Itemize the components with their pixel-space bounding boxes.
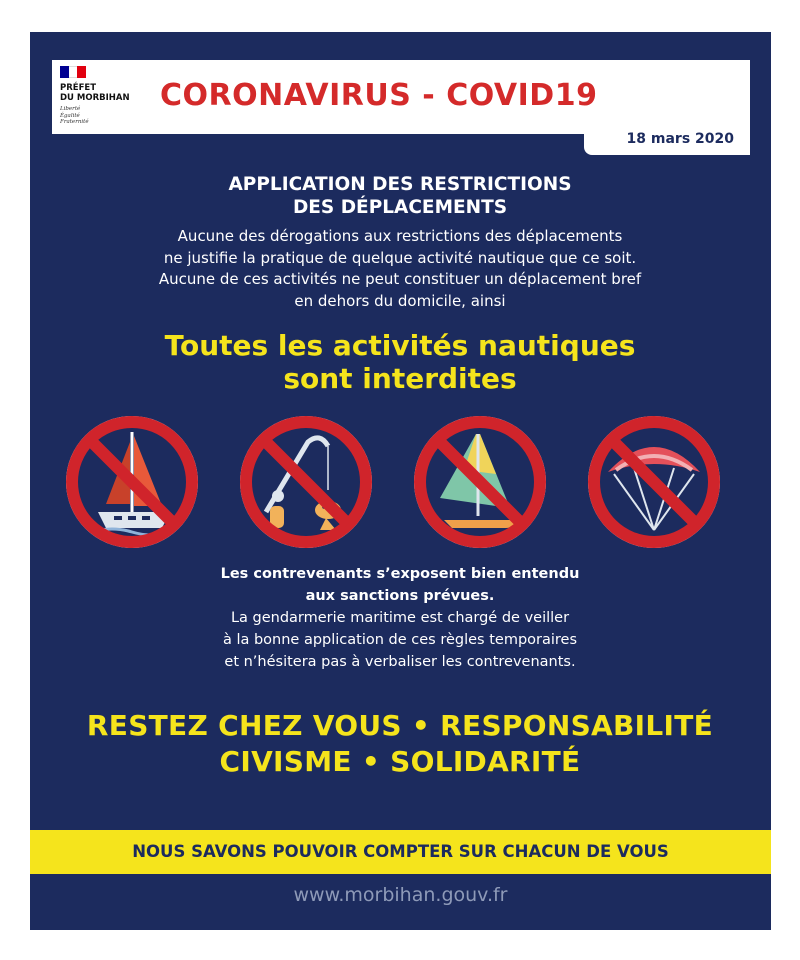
- intro-paragraph: Aucune des dérogations aux restrictions des déplacements ne justifie la pratique de quelque activité nautique que ce soit. Aucune de ces activités ne peut constituer un déplacement bref en dehors du domicile, ainsi: [158, 227, 642, 310]
- slogan: RESTEZ CHEZ VOUS • RESPONSABILITÉ CIVISME • SOLIDARITÉ: [86, 709, 714, 778]
- prefet-label: PRÉFET DU MORBIHAN: [60, 83, 130, 103]
- activity-icons: [62, 412, 728, 552]
- footer-bar-text: NOUS SAVONS POUVOIR COMPTER SUR CHACUN DE VOUS: [132, 842, 669, 861]
- sanctions-details: La gendarmerie maritime est chargé de veiller à la bonne application de ces règles temporaires et n’hésitera pas à verbaliser les contrevenants.: [222, 610, 578, 670]
- prefet-logo: [60, 66, 155, 128]
- date-label: 18 mars 2020: [626, 131, 734, 147]
- section-title: APPLICATION DES RESTRICTIONS DES DÉPLACEMENTS: [228, 174, 572, 218]
- windsurf-prohibited-icon: [410, 412, 550, 552]
- website-link[interactable]: www.morbihan.gouv.fr: [293, 884, 508, 906]
- republic-motto: Liberté Égalité Fraternité: [60, 106, 89, 125]
- flag-icon: [60, 66, 86, 78]
- sanctions-warning: Les contrevenants s’exposent bien entendu aux sanctions prévues.: [220, 566, 580, 604]
- kitesurf-prohibited-icon: [584, 412, 724, 552]
- fishing-prohibited-icon: [236, 412, 376, 552]
- prohibition-banner: Toutes les activités nautiques sont interdites: [164, 329, 636, 395]
- headline: CORONAVIRUS - COVID19: [160, 78, 598, 113]
- sailboat-prohibited-icon: [62, 412, 202, 552]
